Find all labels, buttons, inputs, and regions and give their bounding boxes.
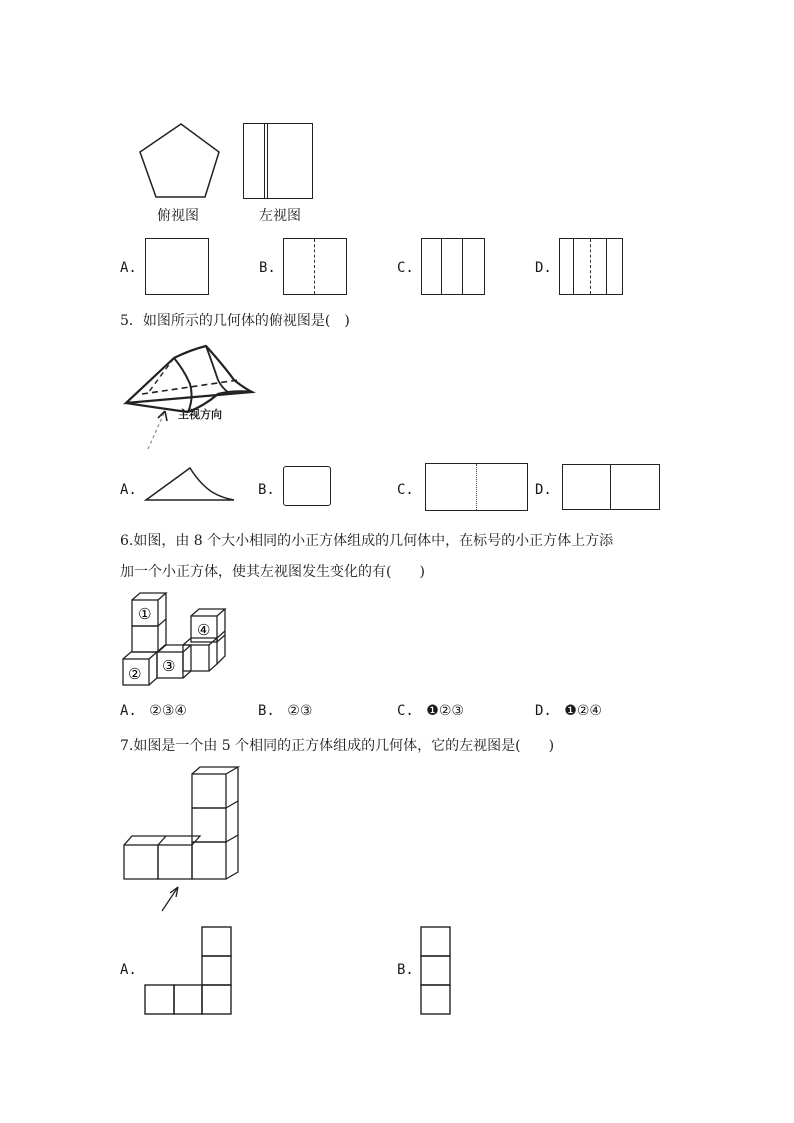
cube-label-2: ②	[128, 665, 142, 683]
q6-option-a-label: A.	[120, 703, 137, 719]
q7-option-b-label[interactable]: B.	[397, 962, 414, 978]
q6-option-a[interactable]	[120, 703, 187, 719]
q6-option-c-value: ❶②③	[426, 703, 464, 719]
q6-option-c[interactable]	[397, 703, 464, 719]
q4-top-view-caption: 俯视图	[157, 208, 199, 224]
q6-option-b[interactable]	[258, 703, 312, 719]
q5-option-b-figure[interactable]	[283, 466, 331, 506]
q6-option-b-value: ②③	[287, 703, 313, 719]
q4-option-b-label[interactable]: B.	[259, 260, 276, 276]
cube-label-1: ①	[138, 605, 152, 623]
five-cube-drawing	[120, 764, 246, 916]
q4-option-c-label[interactable]: C.	[397, 260, 414, 276]
q4-option-d-figure[interactable]	[559, 238, 623, 295]
q6-option-c-label: C.	[397, 703, 414, 719]
q7-option-a-figure[interactable]	[143, 925, 235, 1017]
q6-question-text-line2: 加一个小正方体，使其左视图发生变化的有( )	[120, 564, 425, 580]
q4-option-a-figure[interactable]	[145, 238, 209, 295]
cube-label-4: ④	[197, 621, 211, 639]
cube-label-3: ③	[162, 657, 176, 675]
q4-left-view-caption: 左视图	[259, 208, 301, 224]
q6-option-a-value: ②③④	[149, 703, 187, 719]
q6-question-text-line1: 6.如图，由 8 个大小相同的小正方体组成的几何体中，在标号的小正方体上方添	[120, 533, 614, 549]
q6-option-d[interactable]	[535, 703, 602, 719]
q7-cube-figure	[120, 764, 246, 916]
q6-option-b-label: B.	[258, 703, 275, 719]
q4-option-b-figure[interactable]	[283, 238, 347, 295]
q6-cube-figure	[118, 590, 238, 690]
q6-option-d-label: D.	[535, 703, 552, 719]
q4-option-a-label[interactable]: A.	[120, 260, 137, 276]
q5-direction-label: 主视方向	[178, 408, 222, 421]
curved-solid-drawing	[118, 336, 268, 452]
q5-option-b-label[interactable]: B.	[258, 482, 275, 498]
q7-option-b-figure[interactable]	[419, 925, 453, 1017]
q5-option-d-label[interactable]: D.	[535, 482, 552, 498]
q5-option-c-label[interactable]: C.	[397, 482, 414, 498]
q5-solid-figure	[118, 336, 268, 452]
q4-option-c-figure[interactable]	[421, 238, 485, 295]
q7-option-a-label[interactable]: A.	[120, 962, 137, 978]
q5-option-d-figure[interactable]	[562, 464, 660, 510]
q5-option-c-figure[interactable]	[425, 463, 528, 511]
pentagon-shape	[130, 118, 230, 202]
q5-option-a-label[interactable]: A.	[120, 482, 137, 498]
q4-top-view-figure	[130, 118, 230, 202]
q4-left-view-figure	[243, 123, 313, 199]
q5-question-text: 5．如图所示的几何体的俯视图是( )	[120, 313, 350, 329]
q6-option-d-value: ❶②④	[564, 703, 602, 719]
cube-stack-drawing	[118, 590, 238, 690]
q5-option-a-figure[interactable]	[142, 462, 238, 504]
q7-question-text: 7.如图是一个由 5 个相同的正方体组成的几何体，它的左视图是( )	[120, 738, 555, 754]
q4-option-d-label[interactable]: D.	[535, 260, 552, 276]
